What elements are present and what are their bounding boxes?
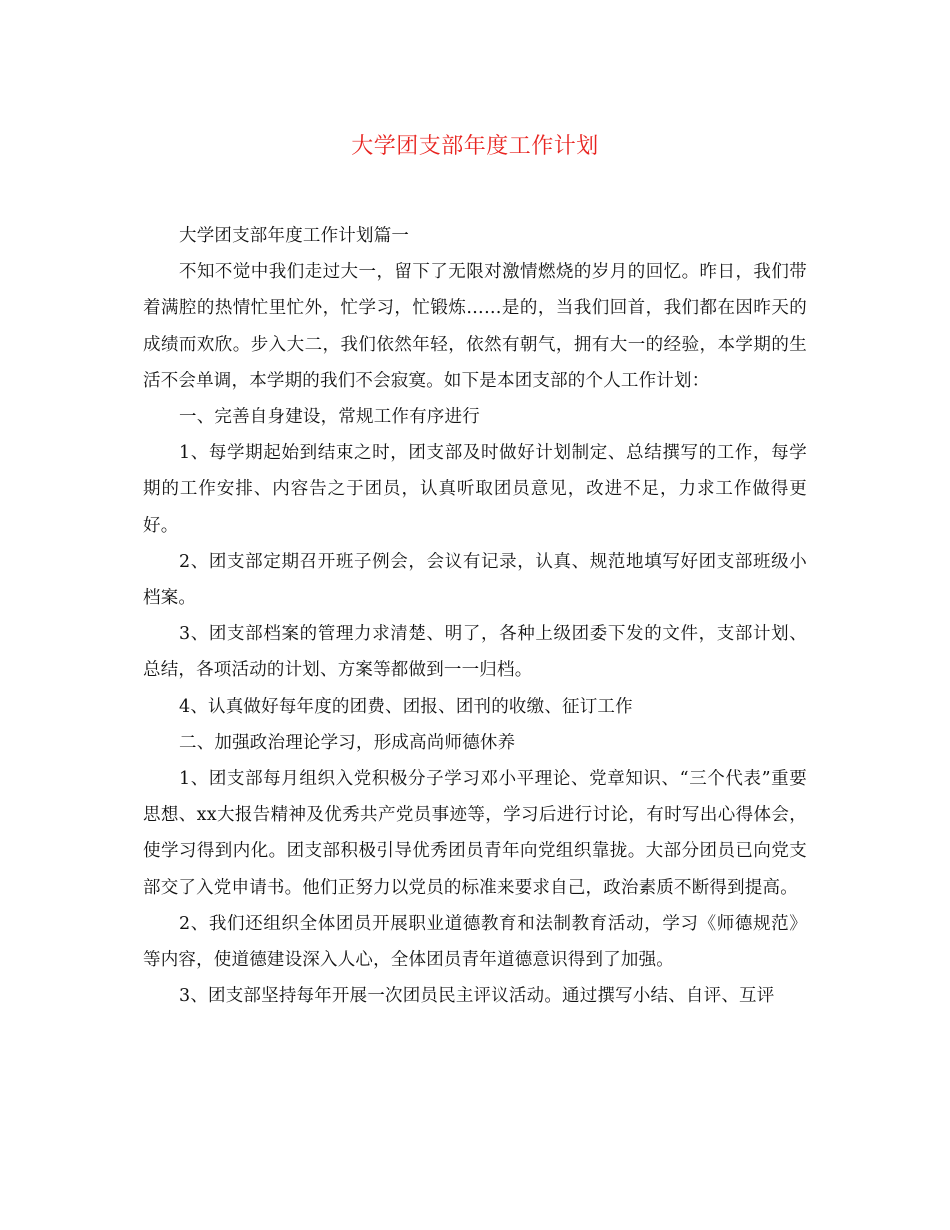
paragraph-item-1-3: 3、团支部档案的管理力求清楚、明了，各种上级团委下发的文件，支部计划、总结，各项活动的计划、方案等都做到一一归档。 xyxy=(143,624,807,681)
document-body xyxy=(143,218,807,1014)
paragraph-item-1-4: 4、认真做好每年度的团费、团报、团刊的收缴、征订工作 xyxy=(179,696,633,717)
paragraph-item-1-2: 2、团支部定期召开班子例会，会议有记录，认真、规范地填写好团支部班级小档案。 xyxy=(143,551,807,609)
section-heading-part-one: 大学团支部年度工作计划篇一 xyxy=(179,226,410,246)
paragraph-item-2-3: 3、团支部坚持每年开展一次团员民主评议活动。通过撰写小结、自评、互评 xyxy=(179,986,775,1007)
paragraph-item-2-2: 2、我们还组织全体团员开展职业道德教育和法制教育活动，学习《师德规范》等内容，使道德建设深入人心，全体团员青年道德意识得到了加强。 xyxy=(143,913,807,971)
intro-paragraph: 不知不觉中我们走过大一，留下了无限对激情燃烧的岁月的回忆。昨日，我们带着满腔的热情忙里忙外，忙学习，忙锻炼……是的，当我们回首，我们都在因昨天的成绩而欢欣。步入大二，我们依然年轻，依然有朝气，拥有大一的经验，本学期的生活不会单调，本学期的我们不会寂寞。如下是本团支部的个人工作计划： xyxy=(143,262,807,391)
document-title: 大学团支部年度工作计划 xyxy=(351,134,599,159)
paragraph-item-1-1: 1、每学期起始到结束之时，团支部及时做好计划制定、总结撰写的工作，每学期的工作安排、内容告之于团员，认真听取团员意见，改进不足，力求工作做得更好。 xyxy=(143,443,807,536)
paragraph-item-2-1: 1、团支部每月组织入党积极分子学习邓小平理论、党章知识、“三个代表”重要思想、xx大报告精神及优秀共产党员事迹等，学习后进行讨论，有时写出心得体会，使学习得到内化。团支部积极引导优秀团员青年向党组织靠拢。大部分团员已向党支部交了入党申请书。他们正努力以党员的标准来要求自己，政治素质不断得到提高。 xyxy=(143,769,807,898)
section-heading-two: 二、加强政治理论学习，形成高尚师德休养 xyxy=(179,732,516,753)
section-heading-one: 一、完善自身建设，常规工作有序进行 xyxy=(179,407,480,428)
